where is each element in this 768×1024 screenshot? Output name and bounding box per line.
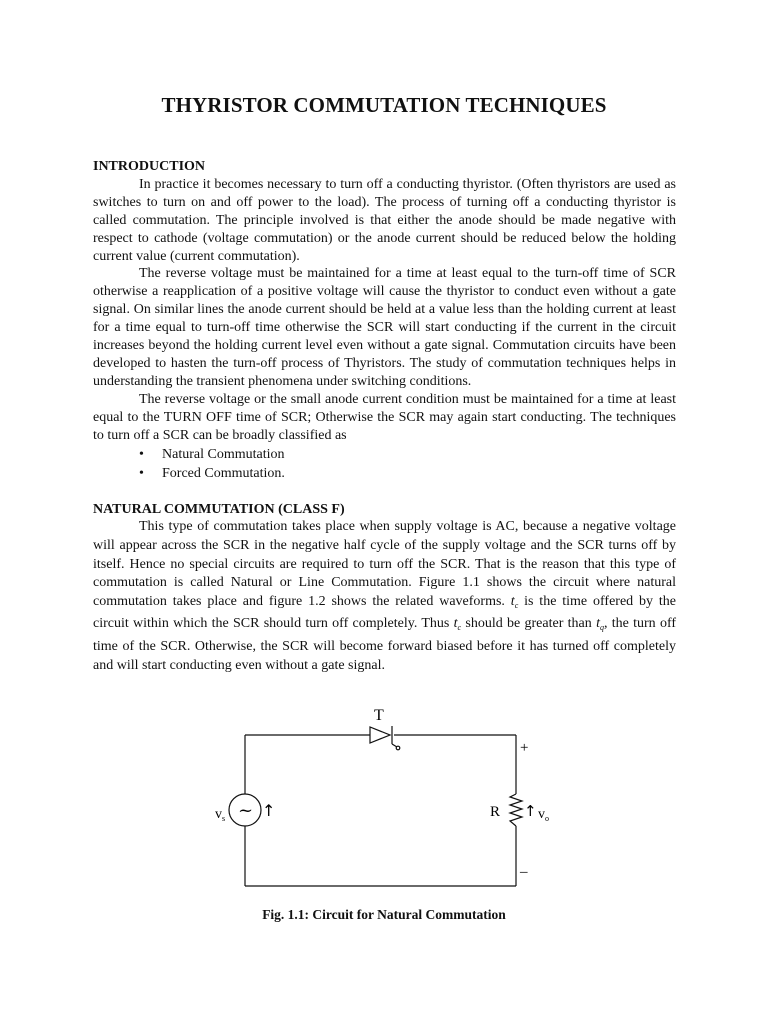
- bullet-list: [93, 445, 676, 483]
- gate-terminal: [396, 746, 400, 750]
- section-heading-introduction: INTRODUCTION: [93, 159, 206, 174]
- paragraph-text: is the time offered by the circuit within which the SCR should turn off completely. Thus: [93, 593, 676, 632]
- arrow-up-icon: ↑: [262, 801, 276, 820]
- label-resistor: R: [490, 804, 501, 820]
- thyristor-icon: [370, 727, 390, 743]
- paragraph: The reverse voltage or the small anode current condition must be maintained for a time at least equal to the TURN OFF time of SCR; Otherwise the SCR may again start conducting. The techniques to turn off a SCR can be broadly classified as: [93, 391, 676, 443]
- resistor-icon: [510, 794, 522, 826]
- page-title: THYRISTOR COMMUTATION TECHNIQUES: [161, 93, 607, 117]
- bullet-item: • Natural Commutation: [139, 445, 676, 464]
- figure-caption: Fig. 1.1: Circuit for Natural Commutation: [262, 907, 506, 922]
- bullet-item: • Forced Commutation.: [139, 464, 676, 483]
- section-heading-natural-commutation: NATURAL COMMUTATION (CLASS F): [93, 501, 345, 517]
- circuit-diagram: [200, 702, 560, 902]
- label-thyristor: T: [374, 707, 384, 724]
- paragraph: In practice it becomes necessary to turn off a conducting thyristor. (Often thyristors are used as switches to turn on and off power to the load). The process of turning off a conducting thyristor is called commutation. The principle involved is that either the anode should be made negative with respect to cathode (voltage commutation) or the anode current should be reduced below the holding current value (current commutation).: [93, 176, 676, 264]
- symbol-tq: $t_q$: [596, 616, 604, 633]
- label-vo: $v_o$: [538, 807, 549, 823]
- arrow-up-icon: ↑: [524, 802, 537, 820]
- body-text: [93, 158, 676, 675]
- paragraph-text: should be greater than: [465, 616, 592, 632]
- paragraph: [93, 518, 676, 675]
- symbol-tc: $t_c$: [510, 593, 519, 610]
- paragraph-text: This type of commutation takes place when supply voltage is AC, because a negative voltage will appear across the SCR in the negative half cycle of the supply voltage and the SCR turns off by itself. Hence no special circuits are required to turn off the SCR. That is the reason that this type of commutation is called Natural or Line Commutation. Figure 1.1 shows the circuit where natural commutation takes place and figure 1.2 shows the related waveforms.: [93, 519, 676, 609]
- source-symbol: ~: [238, 800, 254, 821]
- paragraph-text: , the turn off time of the SCR. Otherwise, the SCR will become forward biased before it has turned off completely and will start conducting even without a gate signal.: [93, 616, 677, 673]
- label-plus: +: [520, 740, 529, 756]
- paragraph: The reverse voltage must be maintained for a time at least equal to the turn-off time of SCR otherwise a reapplication of a positive voltage will cause the thyristor to conduct even without a gate signal. On similar lines the anode current should be held at a value less than the holding current at least for a time equal to turn-off time otherwise the SCR will start conducting if the current in the circuit increases beyond the holding current level even without a gate signal. Commutation circuits have been developed to hasten the turn-off process of Thyristors. The study of commutation techniques helps in understanding the transient phenomena under switching conditions.: [93, 266, 676, 389]
- label-vs: $v_s$: [215, 807, 226, 823]
- symbol-tc: $t_c$: [453, 616, 462, 633]
- label-minus: –: [520, 864, 528, 880]
